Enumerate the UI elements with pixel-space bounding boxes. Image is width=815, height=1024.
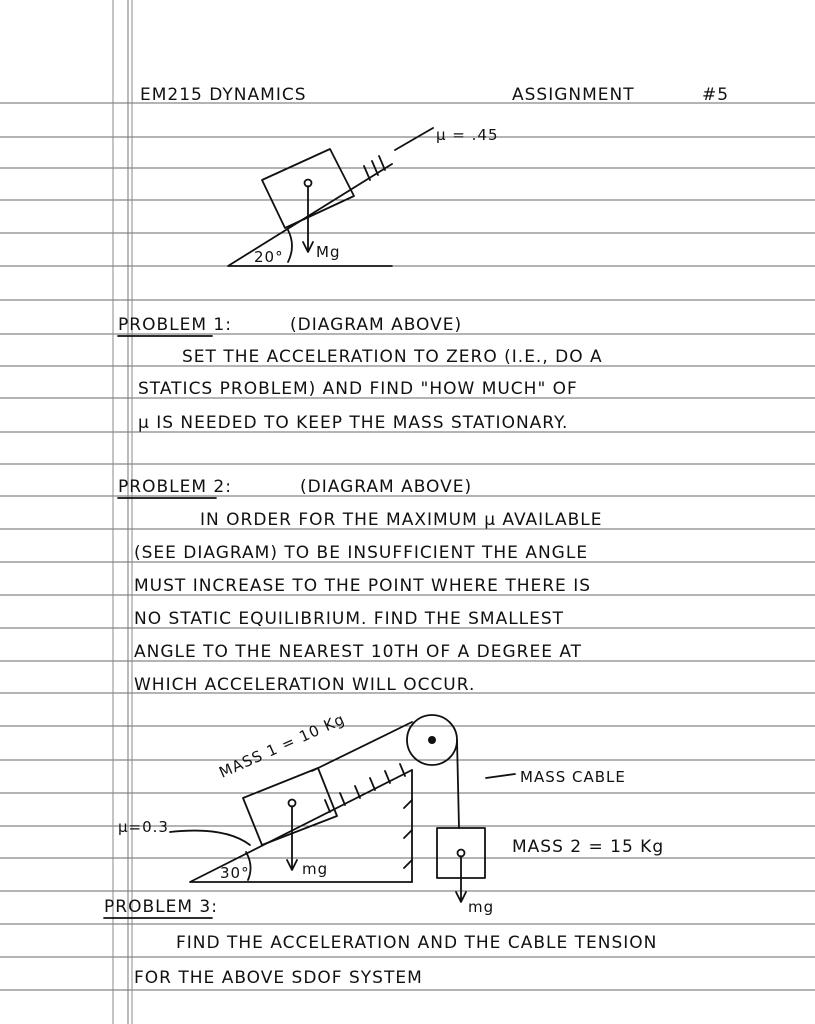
problem-1-line-1: SET THE ACCELERATION TO ZERO (I.E., DO A xyxy=(182,347,603,367)
mu-label-2: μ=0.3 xyxy=(118,818,169,836)
cable-vertical xyxy=(457,740,459,828)
problem-2-note: (DIAGRAM ABOVE) xyxy=(300,477,473,497)
angle-arc-1 xyxy=(288,230,292,262)
pulley-diagram xyxy=(118,710,664,916)
course-title: EM215 DYNAMICS xyxy=(140,85,307,105)
hatch-marks-2 xyxy=(325,764,412,868)
mass-2-label: MASS 2 = 15 Kg xyxy=(512,837,665,857)
problem-2-line-2: (SEE DIAGRAM) TO BE INSUFFICIENT THE ANGLE xyxy=(134,543,589,563)
cable-label: MASS CABLE xyxy=(520,768,626,786)
problem-1-line-2: STATICS PROBLEM) AND FIND "HOW MUCH" OF xyxy=(138,379,578,399)
assignment-label: ASSIGNMENT xyxy=(512,85,635,105)
angle-label-2: 30° xyxy=(220,864,250,882)
problem-2-line-3: MUST INCREASE TO THE POINT WHERE THERE IS xyxy=(134,576,592,596)
weight-label-1: Mg xyxy=(316,243,341,261)
problem-3-line-1: FIND THE ACCELERATION AND THE CABLE TENSION xyxy=(176,933,658,953)
mu-pointer-1 xyxy=(395,128,433,150)
mass-1-label: MASS 1 = 10 Kg xyxy=(216,709,348,782)
cable-pointer xyxy=(486,774,515,778)
mu-pointer-2 xyxy=(170,831,250,845)
weight-label-mass-1: mg xyxy=(302,860,329,878)
problem-2-line-1: IN ORDER FOR THE MAXIMUM μ AVAILABLE xyxy=(200,510,603,530)
weight-arrow-mass-2 xyxy=(456,856,466,902)
problem-2-line-5: ANGLE TO THE NEAREST 10TH OF A DEGREE AT xyxy=(134,642,583,662)
margin-lines xyxy=(113,0,132,1024)
problem-1-heading: PROBLEM 1: xyxy=(118,315,232,335)
problem-1-line-3: μ IS NEEDED TO KEEP THE MASS STATIONARY. xyxy=(138,413,569,433)
problem-3-heading: PROBLEM 3: xyxy=(104,897,218,917)
pulley-axle xyxy=(428,736,436,744)
angle-label-1: 20° xyxy=(254,248,284,266)
assignment-number: #5 xyxy=(702,85,730,105)
incline-diagram-1 xyxy=(228,126,499,266)
weight-arrow-mass-1 xyxy=(287,806,297,870)
problem-1-note: (DIAGRAM ABOVE) xyxy=(290,315,463,335)
problem-2-line-4: NO STATIC EQUILIBRIUM. FIND THE SMALLEST xyxy=(134,609,565,629)
mu-label-1: μ = .45 xyxy=(436,126,499,144)
problem-2-heading: PROBLEM 2: xyxy=(118,477,232,497)
weight-label-mass-2: mg xyxy=(468,898,495,916)
problem-3-line-2: FOR THE ABOVE SDOF SYSTEM xyxy=(134,968,423,988)
problem-2-line-6: WHICH ACCELERATION WILL OCCUR. xyxy=(134,675,476,695)
